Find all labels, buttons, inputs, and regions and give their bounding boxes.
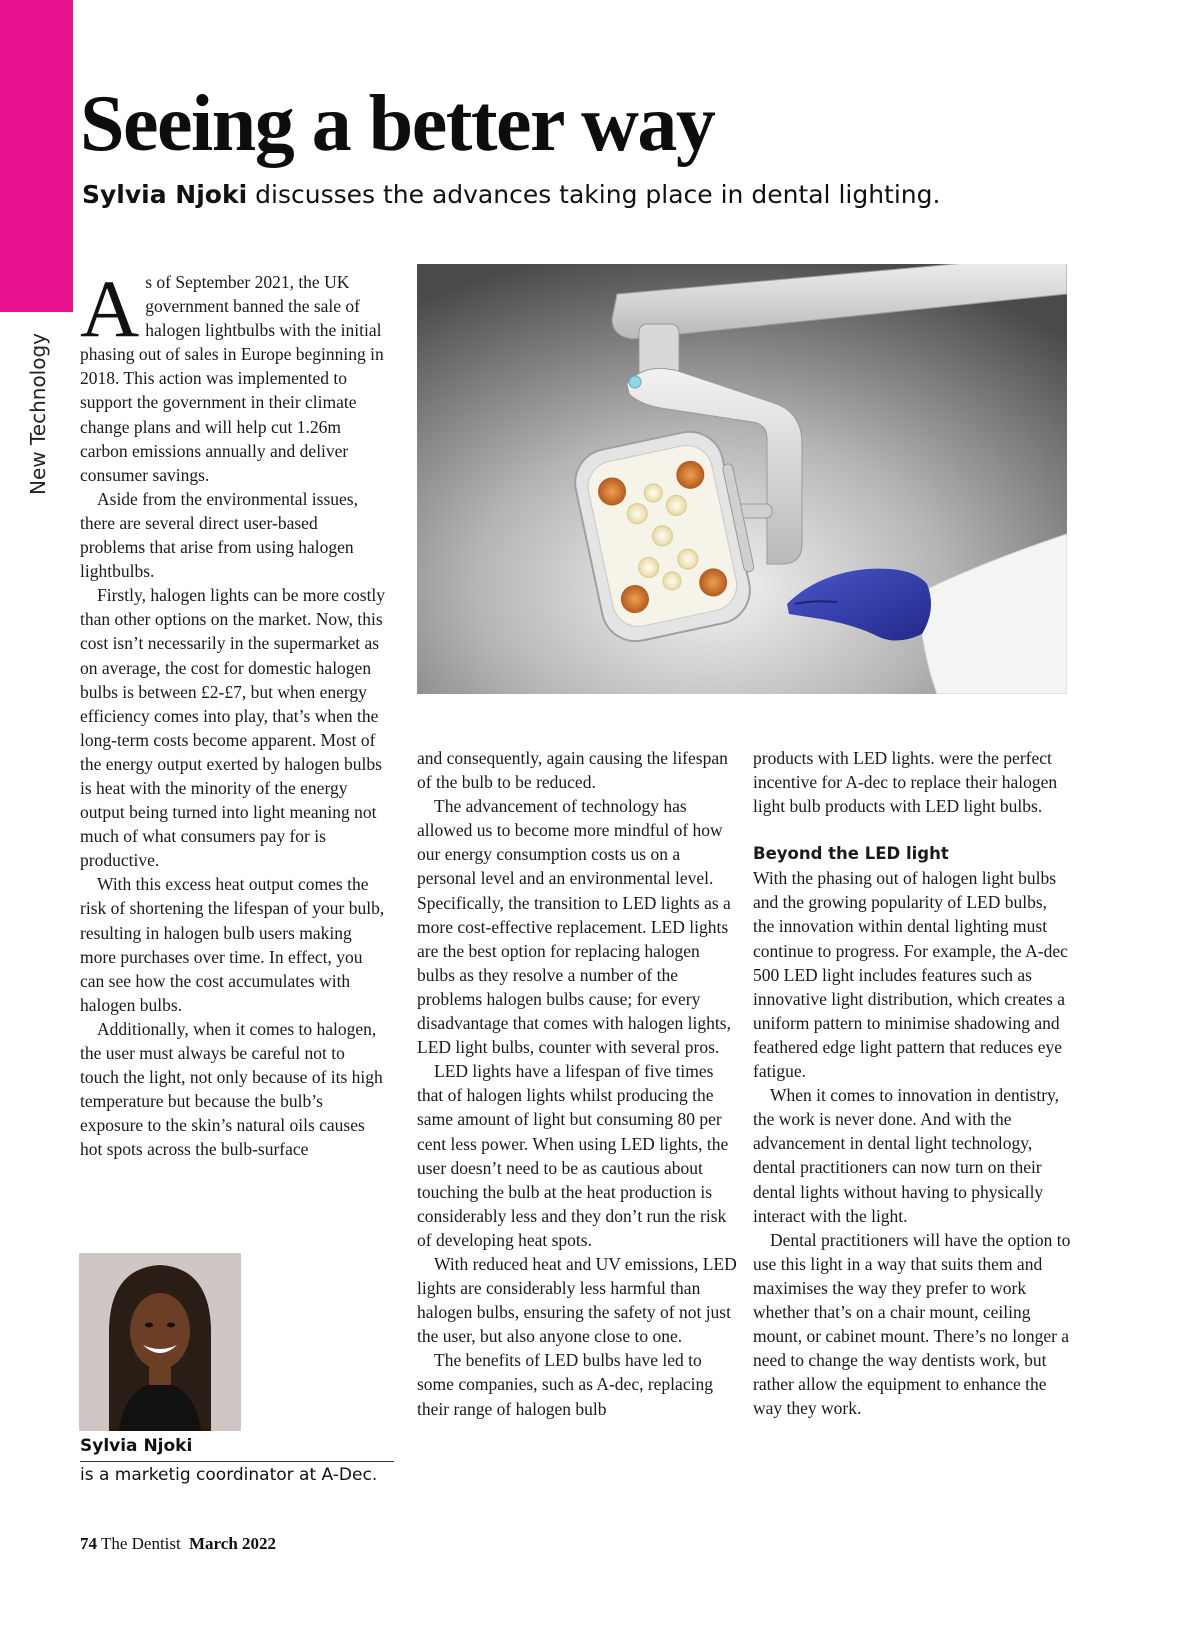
article-paragraph: The benefits of LED bulbs have led to some companies, such as A-dec, replacing their range of halogen bulb: [417, 1350, 713, 1419]
article-paragraph: Dental practitioners will have the option to use this light in a way that suits them and maximises the way they prefer to work whether that’s on a chair mount, ceiling mount, or cabinet mount. There’s no longer a need to change the way dentists work, but rather allow the equipment to enhance the way they work.: [753, 1229, 1071, 1419]
drop-cap: A: [80, 263, 140, 354]
issue-date: March 2022: [189, 1534, 277, 1553]
standfirst: [82, 180, 940, 209]
article-paragraph: With this excess heat output comes the risk of shortening the lifespan of your bulb, resulting in halogen bulb users making more purchases over time. In effect, you can see how the cost accumulates with halogen bulbs.: [80, 874, 385, 1015]
author-caption-role: is a marketig coordinator at A-Dec.: [80, 1465, 378, 1485]
article-paragraph: products with LED lights. were the perfect incentive for A-dec to replace their halogen light bulb products with LED light bulbs.: [753, 748, 1058, 817]
article-column-2: [417, 746, 739, 1421]
article-paragraph: With reduced heat and UV emissions, LED lights are considerably less harmful than halogen bulbs, ensuring the safety of not just the user, but also anyone close to one.: [417, 1253, 737, 1347]
section-label: New Technology: [26, 332, 50, 495]
article-column-3: [753, 746, 1071, 1420]
article-paragraph: When it comes to innovation in dentistry, the work is never done. And with the advancement in dental light technology, dental practitioners can now turn on their dental lights without having to physically interact with the light.: [753, 1085, 1060, 1226]
standfirst-text: discusses the advances taking place in dental lighting.: [247, 180, 941, 209]
author-portrait: [79, 1253, 241, 1431]
article-paragraph: LED lights have a lifespan of five times that of halogen lights whilst producing the same amount of light but consuming 80 per cent less power. When using LED lights, the user doesn’t need to be as cautious about touching the bulb at the heat production is considerably less and they don’t run the risk of developing heat spots.: [417, 1061, 729, 1250]
author-caption-name: Sylvia Njoki: [80, 1434, 394, 1462]
article-paragraph: [80, 263, 386, 487]
article-paragraph: Additionally, when it comes to halogen, the user must always be careful not to touch the light, not only because of its high temperature but because the bulb’s exposure to the skin’s natural oils causes hot spots across the bulb-surface: [80, 1018, 383, 1160]
article-paragraph: and consequently, again causing the lifespan of the bulb to be reduced.: [417, 748, 728, 793]
subheading: Beyond the LED light: [753, 844, 949, 864]
magazine-name: The Dentist: [100, 1534, 181, 1553]
page-number: 74: [80, 1534, 97, 1553]
article-paragraph: Firstly, halogen lights can be more costly than other options on the market. Now, this cost isn’t necessarily in the supermarket as on average, the cost for domestic halogen bulbs is between £2-£7, but when energy efficiency comes into play, that’s when the long-term costs become apparent. Most of the energy output exerted by halogen bulbs is heat with the minority of the energy output being turned into light meaning not much of what consumers pay for is productive.: [80, 585, 386, 871]
article-paragraph: The advancement of technology has allowed us to become more mindful of how our energy consumption costs us on a personal level and an environmental level. Specifically, the transition to LED lights as a more cost-effective replacement. LED lights are the best option for replacing halogen bulbs as they resolve a number of the problems halogen bulbs cause; for every disadvantage that comes with halogen lights, LED light bulbs, counter with several pros.: [417, 796, 731, 1058]
article-paragraph: With the phasing out of halogen light bulbs and the growing popularity of LED bulbs, the innovation within dental lighting must continue to progress. For example, the A-dec 500 LED light includes features such as innovative light distribution, which creates a uniform pattern to minimise shadowing and feathered edge light pattern that reduces eye fatigue.: [753, 868, 1068, 1082]
article-column-1: [80, 263, 386, 1161]
paragraph-text: s of September 2021, the UK government banned the sale of halogen lightbulbs with the initial phasing out of sales in Europe beginning in 2018. This action was implemented to support the government in their climate change plans and will help cut 1.26m carbon emissions annually and deliver consumer savings.: [80, 272, 384, 485]
article-paragraph: Aside from the environmental issues, there are several direct user-based problems that arise from using halogen lightbulbs.: [80, 488, 358, 582]
standfirst-author: Sylvia Njoki: [82, 180, 248, 209]
headline: Seeing a better way: [80, 80, 715, 168]
page-footer: [80, 1534, 276, 1554]
section-accent-bar: [0, 0, 73, 312]
dental-light-photo: [417, 264, 1067, 694]
